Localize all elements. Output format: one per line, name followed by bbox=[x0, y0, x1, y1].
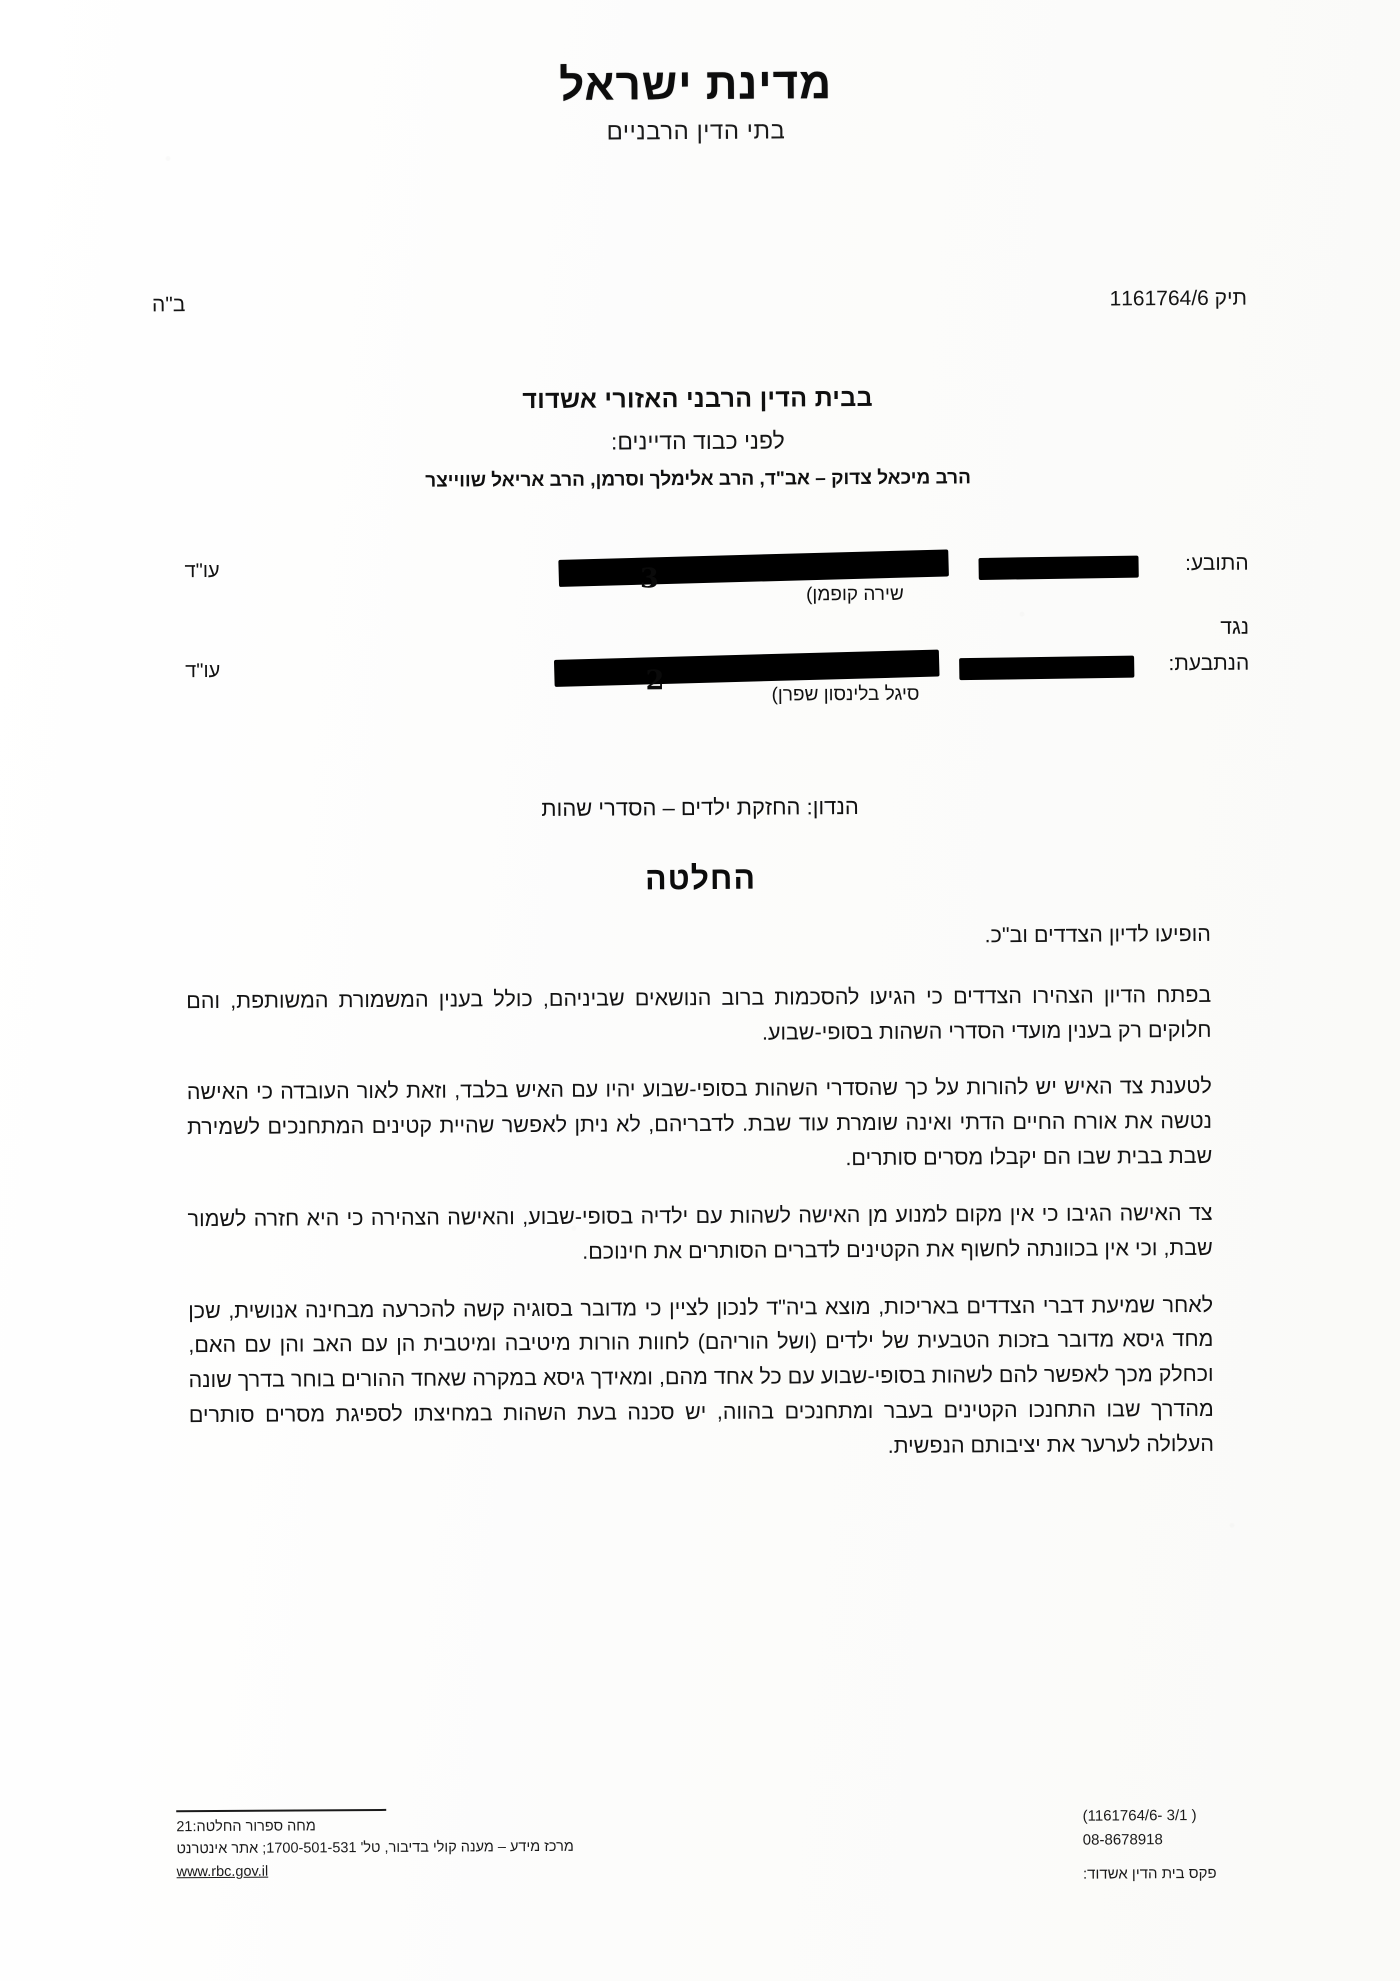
plaintiff-handwritten-mark: 3 bbox=[639, 563, 659, 595]
fax-number: 08-8678918 bbox=[1082, 1831, 1163, 1849]
footer-left-block bbox=[1083, 1804, 1257, 1887]
footer-right-block bbox=[176, 1808, 574, 1884]
plaintiff-row bbox=[178, 542, 1248, 607]
bezrat-hashem-mark: ב"ה bbox=[151, 293, 186, 317]
defendant-name-redaction bbox=[959, 656, 1134, 681]
defendant-row bbox=[179, 615, 1250, 707]
document-reference: (1161764/6- 3/1 ) bbox=[1082, 1806, 1197, 1825]
plaintiff-advocate-title: עו"ד bbox=[184, 559, 220, 583]
body-paragraph: בפתח הדיון הצהירו הצדדים כי הגיעו להסכמות ברוב הנושאים שביניהם, כולל בענין המשמורת המשותפת, והם חלוקים רק בענין מועדי הסדרי השהות בסופי-שבוע. bbox=[186, 982, 1212, 1045]
masthead bbox=[0, 58, 1396, 151]
plaintiff-representative-name: שירה קופמן) bbox=[805, 583, 904, 606]
judges-names: הרב מיכאל צדוק – אב"ד, הרב אלימלך וסרמן, הרב אריאל שווייצר bbox=[425, 467, 972, 492]
fax-label: פקס בית הדין אשדוד: bbox=[1082, 1864, 1217, 1883]
masthead-title: מדינת ישראל bbox=[559, 59, 833, 110]
info-center-line: מרכז מידע – מענה קולי בדיבור, טל' 1700-501-531; אתר אינטרנט bbox=[176, 1839, 574, 1858]
decision-body bbox=[186, 917, 1214, 1490]
defendant-representative-redaction bbox=[554, 650, 940, 687]
defendant-representative-name: סיגל בלינסון שפרן) bbox=[771, 683, 920, 706]
before-judges-label: לפני כבוד הדיינים: bbox=[610, 427, 785, 455]
body-paragraph: צד האישה הגיבו כי אין מקום למנוע מן האישה לשהות עם ילדיה בסופי-שבוע, והאישה הצהירה כי היא חזרה לשמור שבת, וכי אין בכוונתה לחשוף את הקטינים לדברים הסותרים את חינוכם. bbox=[187, 1200, 1213, 1264]
plaintiff-name-redaction bbox=[978, 556, 1138, 580]
subject-line: הנדון: החזקת ילדים – הסדרי שהות bbox=[541, 794, 859, 821]
file-header-line bbox=[152, 287, 1247, 318]
defendant-advocate-title: עו"ד bbox=[185, 659, 221, 683]
body-paragraph: לאחר שמיעת דברי הצדדים באריכות, מוצא ביה"ד לנכון לציין כי מדובר בסוגיה קשה להכרעה מבחינה אנושית, שכן מחד גיסא מדובר בזכות הטבעית של ילדים (ושל הוריהם) לחוות הורות מיטיבה ומיטבית הן עם האב והן עם האם, וכחלק מכך לאפשר להם לשהות בסופי-שבוע עם כל אחד מהם, ומאידך גיסא במקרה שאחד ההורים בוחר בדרך שונה מהדרך שבו התחנכו הקטינים בעבר ומתחנכים בהווה, יש סכנה בעת השהות במחיצתו לספיגת מסרים סותרים העלולה לערער את יציבותם הנפשית. bbox=[188, 1292, 1215, 1458]
plaintiff-label: התובע: bbox=[1185, 551, 1249, 576]
body-paragraph: לטענת צד האיש יש להורות על כך שהסדרי השהות בסופי-שבוע יהיו עם האיש בלבד, וזאת לאור העובדה כי האישה נטשה את אורח החיים הדתי ואינה שומרת עוד שבת. לדבריהם, לא ניתן לאפשר שהיית קטינים המתחנכים לשמירת שבת בבית שבו הם יקבלו מסרים סותרים. bbox=[186, 1074, 1213, 1171]
plaintiff-representative-redaction bbox=[558, 549, 949, 587]
masthead-subtitle: בתי הדין הרבניים bbox=[606, 117, 786, 146]
court-heading-block bbox=[0, 381, 1398, 496]
defendant-label: הנתבעת: bbox=[1168, 651, 1250, 676]
parties-block bbox=[178, 542, 1249, 707]
defendant-handwritten-mark: 2 bbox=[645, 665, 665, 697]
page-footer bbox=[176, 1804, 1256, 1893]
against-label: נגד bbox=[1220, 615, 1250, 639]
court-name: בבית הדין הרבני האזורי אשדוד bbox=[522, 383, 873, 415]
decision-title: החלטה bbox=[644, 859, 757, 897]
file-number: תיק 1161764/6 bbox=[1109, 286, 1248, 311]
body-paragraph: הופיעו לדיון הצדדים וב"כ. bbox=[984, 921, 1211, 948]
footer-divider bbox=[176, 1809, 386, 1812]
website-link[interactable]: www.rbc.gov.il bbox=[176, 1863, 269, 1881]
decision-serial: מחה ספרור החלטה:21 bbox=[176, 1818, 316, 1836]
